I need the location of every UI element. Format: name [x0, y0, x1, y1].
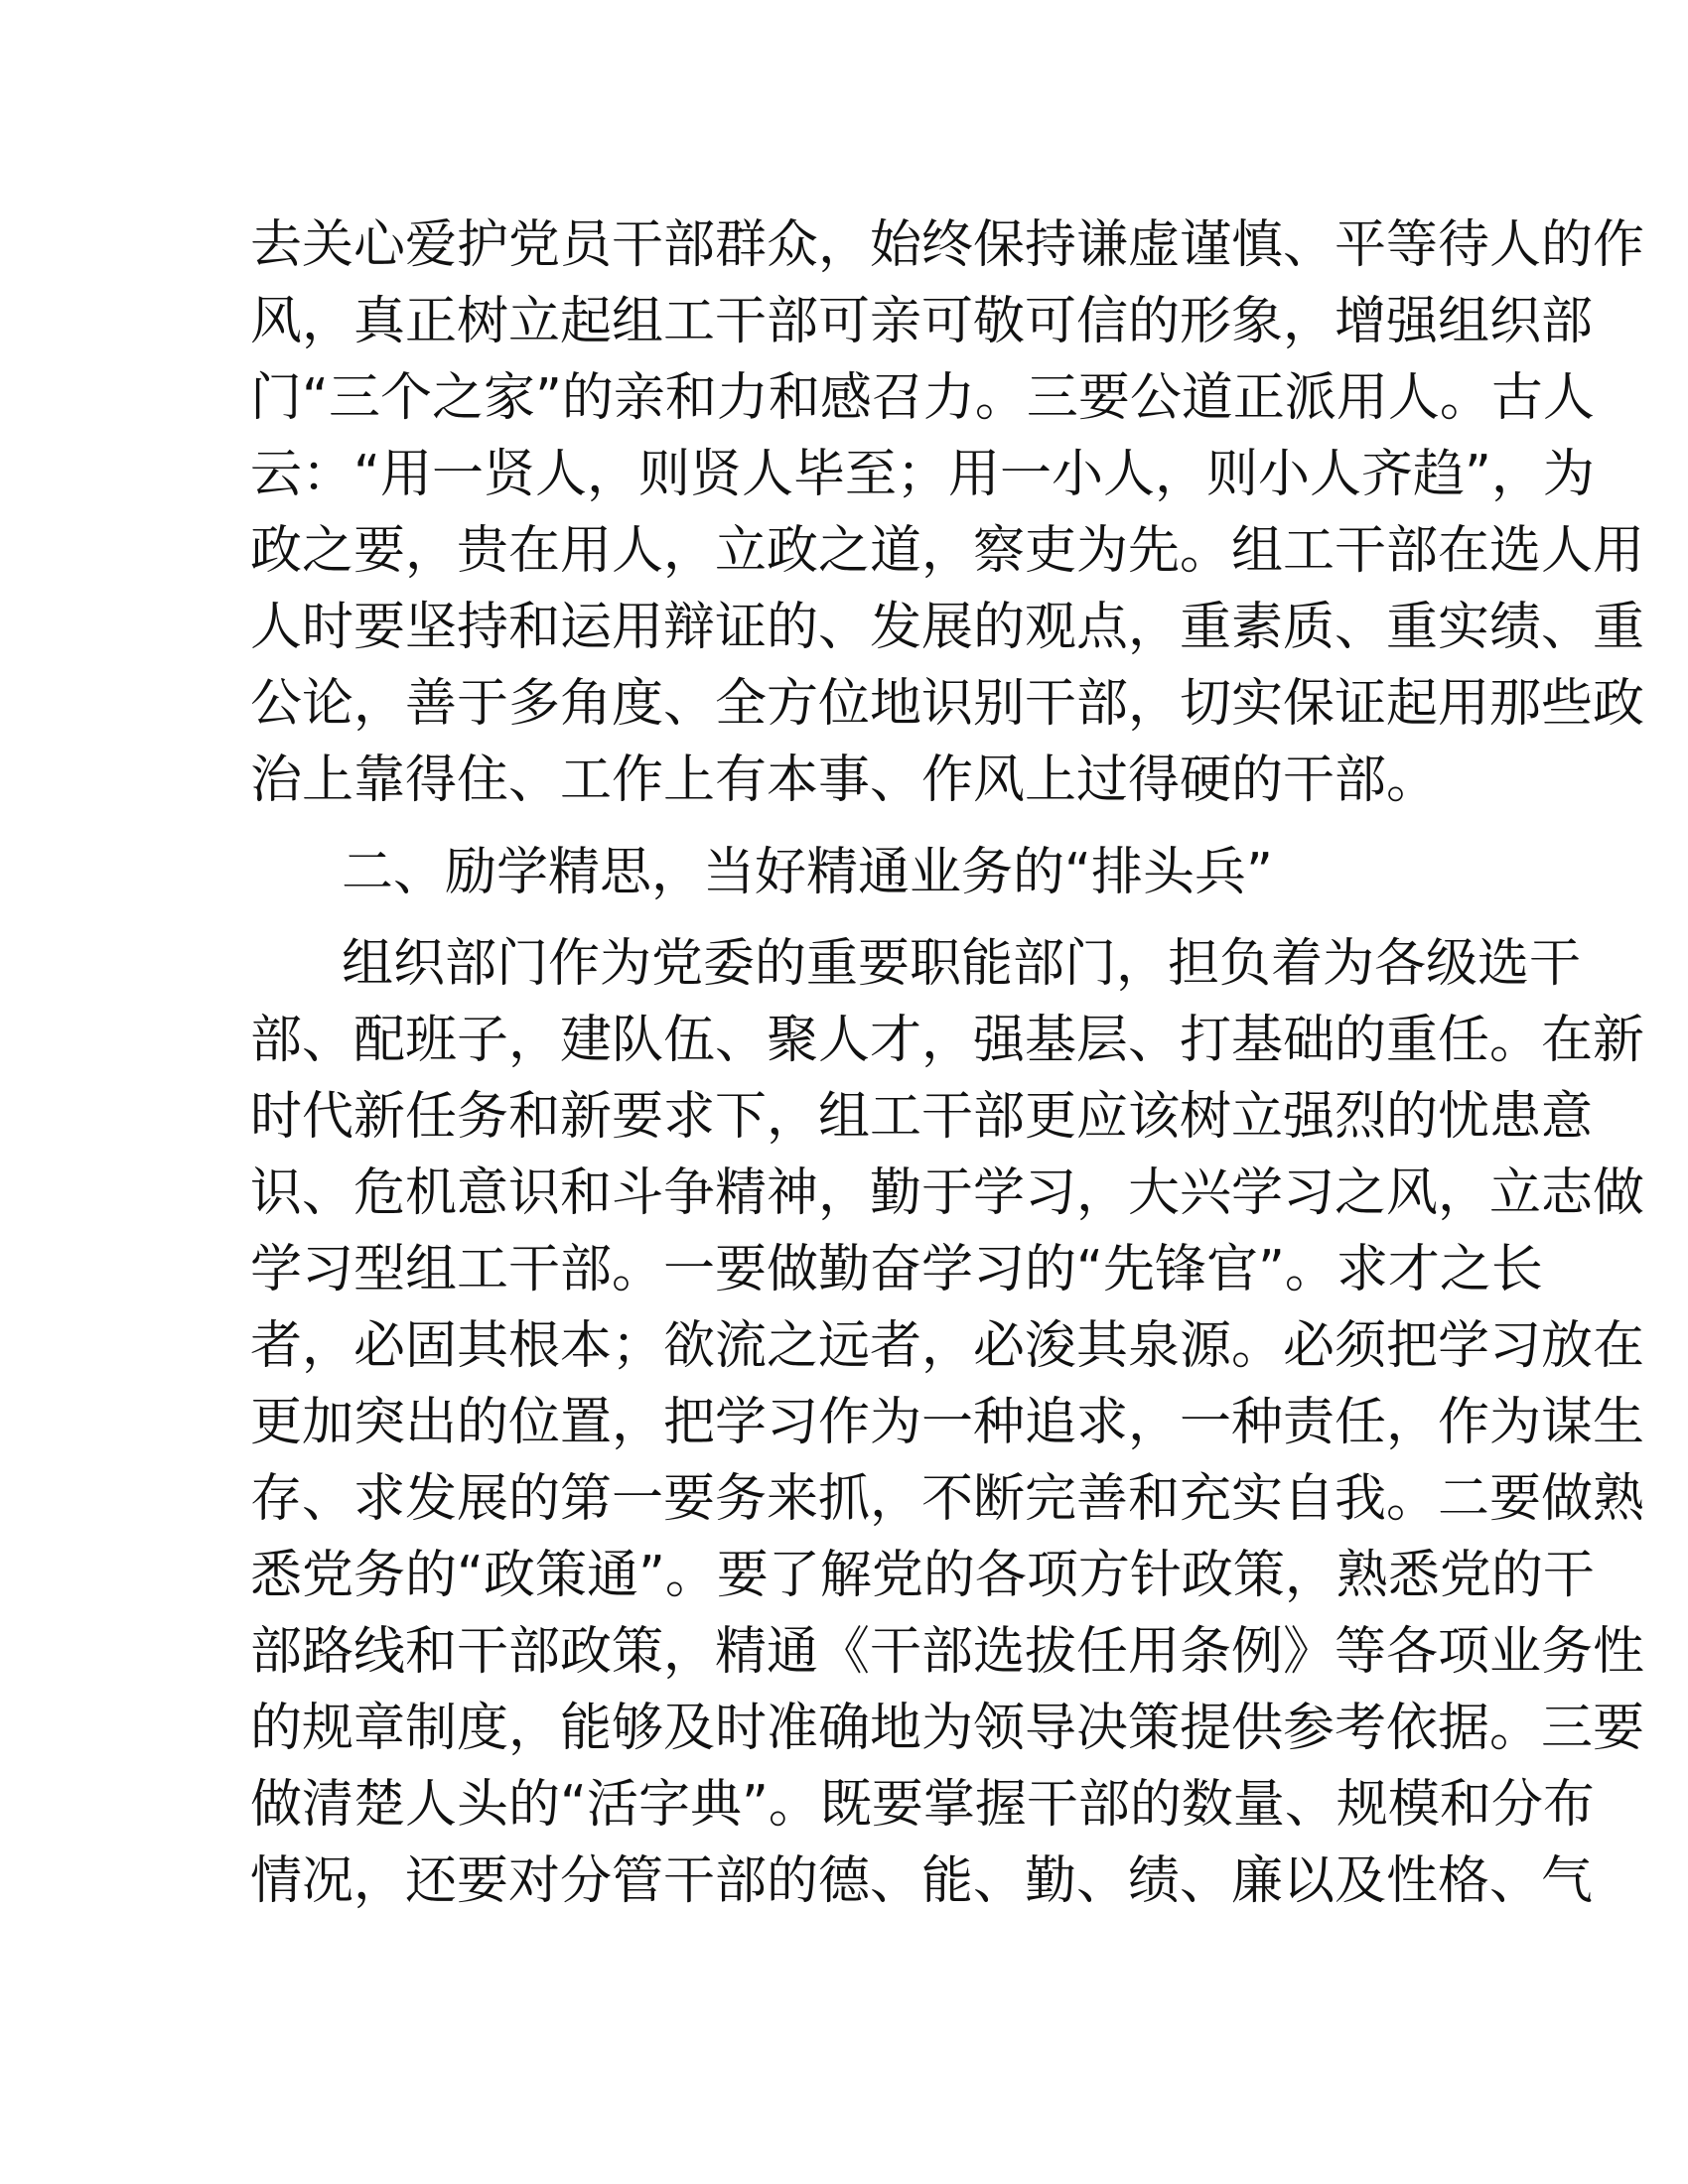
text-line: 部、配班子，建队伍、聚人才，强基层、打基础的重任。在新 [250, 1011, 1645, 1070]
text-line: 人时要坚持和运用辩证的、发展的观点，重素质、重实绩、重 [250, 598, 1645, 657]
text-line: 存、求发展的第一要务来抓，不断完善和充实自我。二要做熟 [250, 1469, 1645, 1529]
text-line: 时代新任务和新要求下，组工干部更应该树立强烈的忧患意 [250, 1087, 1594, 1147]
text-line: 识、危机意识和斗争精神，勤于学习，大兴学习之风，立志做 [250, 1163, 1645, 1223]
paragraph-2 [250, 926, 1645, 1920]
text-line: 云：“用一贤人，则贤人毕至；用一小人，则小人齐趋”，为 [250, 445, 1595, 504]
document-page [250, 207, 1645, 1920]
text-line: 的规章制度，能够及时准确地为领导决策提供参考依据。三要 [250, 1699, 1645, 1758]
paragraph-1 [250, 207, 1645, 819]
text-line: 部路线和干部政策，精通《干部选拔任用条例》等各项业务性 [250, 1622, 1645, 1682]
section-heading: 二、励学精思，当好精通业务的“排头兵” [342, 843, 1273, 902]
text-line: 政之要，贵在用人，立政之道，察吏为先。组工干部在选人用 [250, 521, 1645, 581]
text-line: 去关心爱护党员干部群众，始终保持谦虚谨慎、平等待人的作 [250, 215, 1645, 275]
text-line: 更加突出的位置，把学习作为一种追求，一种责任，作为谋生 [250, 1393, 1645, 1452]
text-line: 学习型组工干部。一要做勤奋学习的“先锋官”。求才之长 [250, 1240, 1543, 1299]
text-line: 治上靠得住、工作上有本事、作风上过得硬的干部。 [250, 751, 1439, 810]
text-line: 组织部门作为党委的重要职能部门，担负着为各级选干 [342, 934, 1582, 994]
text-line: 门“三个之家”的亲和力和感召力。三要公道正派用人。古人 [250, 368, 1595, 428]
text-line: 者，必固其根本；欲流之远者，必浚其泉源。必须把学习放在 [250, 1316, 1645, 1376]
text-line: 做清楚人头的“活字典”。既要掌握干部的数量、规模和分布 [250, 1775, 1595, 1835]
text-line: 风，真正树立起组工干部可亲可敬可信的形象，增强组织部 [250, 292, 1594, 351]
text-line: 公论，善于多角度、全方位地识别干部，切实保证起用那些政 [250, 674, 1645, 734]
text-line: 悉党务的“政策通”。要了解党的各项方针政策，熟悉党的干 [250, 1546, 1595, 1605]
text-line: 情况，还要对分管干部的德、能、勤、绩、廉以及性格、气 [250, 1851, 1594, 1911]
